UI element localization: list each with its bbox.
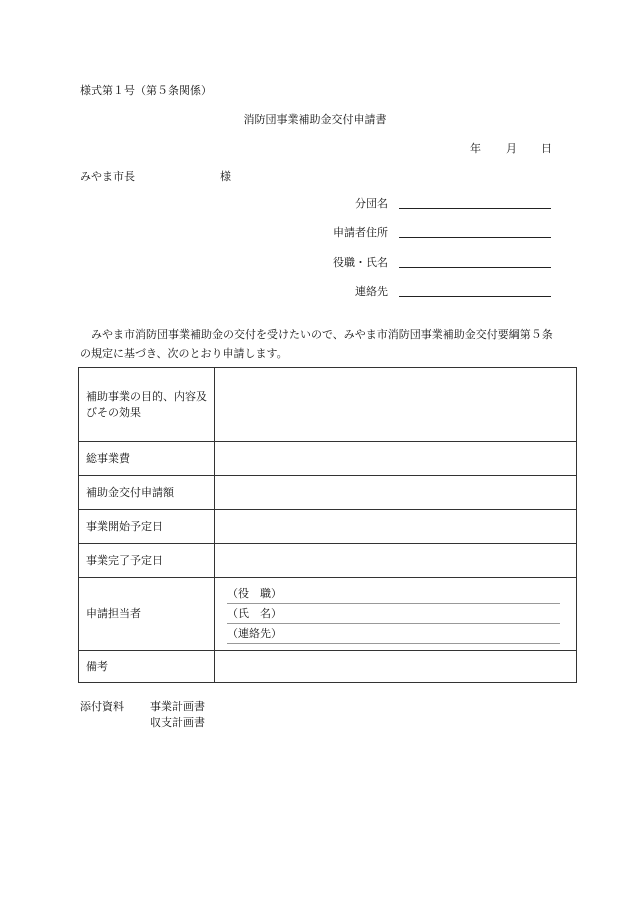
table-row [79, 510, 577, 544]
remarks-field[interactable] [215, 651, 577, 683]
contact-field[interactable] [399, 295, 551, 297]
table-row [79, 368, 577, 442]
subsidy-amount-field[interactable] [215, 476, 577, 510]
attachment-budget-plan: 収支計画書 [150, 716, 205, 729]
end-date-label: 事業完了予定日 [79, 544, 215, 578]
contact-sub-label: （連絡先） [227, 627, 282, 640]
remarks-label: 備考 [79, 651, 215, 683]
date-day-label: 日 [541, 142, 552, 155]
position-name-label: 役職・氏名 [333, 256, 388, 269]
date-year-label: 年 [470, 142, 481, 155]
attachment-business-plan: 事業計画書 [150, 700, 205, 713]
contact-person-position-field[interactable] [227, 584, 560, 604]
table-row [79, 442, 577, 476]
table-row [79, 651, 577, 683]
start-date-label: 事業開始予定日 [79, 510, 215, 544]
document-title: 消防団事業補助金交付申請書 [243, 113, 387, 126]
subsidy-amount-label: 補助金交付申請額 [79, 476, 215, 510]
attachments-label: 添付資料 [80, 700, 124, 713]
application-table [78, 367, 577, 683]
contact-person-label: 申請担当者 [79, 578, 215, 651]
contact-person-cell [215, 578, 577, 651]
date-month-label: 月 [506, 142, 517, 155]
applicant-address-label: 申請者住所 [333, 226, 388, 239]
table-row [79, 578, 577, 651]
table-row [79, 476, 577, 510]
honorific: 様 [220, 170, 231, 183]
start-date-field[interactable] [215, 510, 577, 544]
name-sub-label: （氏 名） [227, 607, 282, 620]
total-cost-field[interactable] [215, 442, 577, 476]
contact-person-phone-field[interactable] [227, 624, 560, 644]
form-number: 様式第１号（第５条関係） [80, 84, 212, 97]
position-name-field[interactable] [399, 266, 551, 268]
purpose-field[interactable] [215, 368, 577, 442]
table-row [79, 544, 577, 578]
branch-name-label: 分団名 [355, 197, 388, 210]
contact-person-name-field[interactable] [227, 604, 560, 624]
end-date-field[interactable] [215, 544, 577, 578]
position-sub-label: （役 職） [227, 587, 282, 600]
application-statement: みやま市消防団事業補助金の交付を受けたいので、みやま市消防団事業補助金交付要綱第５条の規定に基づき、次のとおり申請します。 [80, 328, 553, 360]
applicant-address-field[interactable] [399, 236, 551, 238]
contact-label: 連絡先 [355, 285, 388, 298]
branch-name-field[interactable] [399, 207, 551, 209]
purpose-label: 補助事業の目的、内容及びその効果 [79, 368, 215, 442]
addressee: みやま市長 [80, 170, 135, 183]
total-cost-label: 総事業費 [79, 442, 215, 476]
